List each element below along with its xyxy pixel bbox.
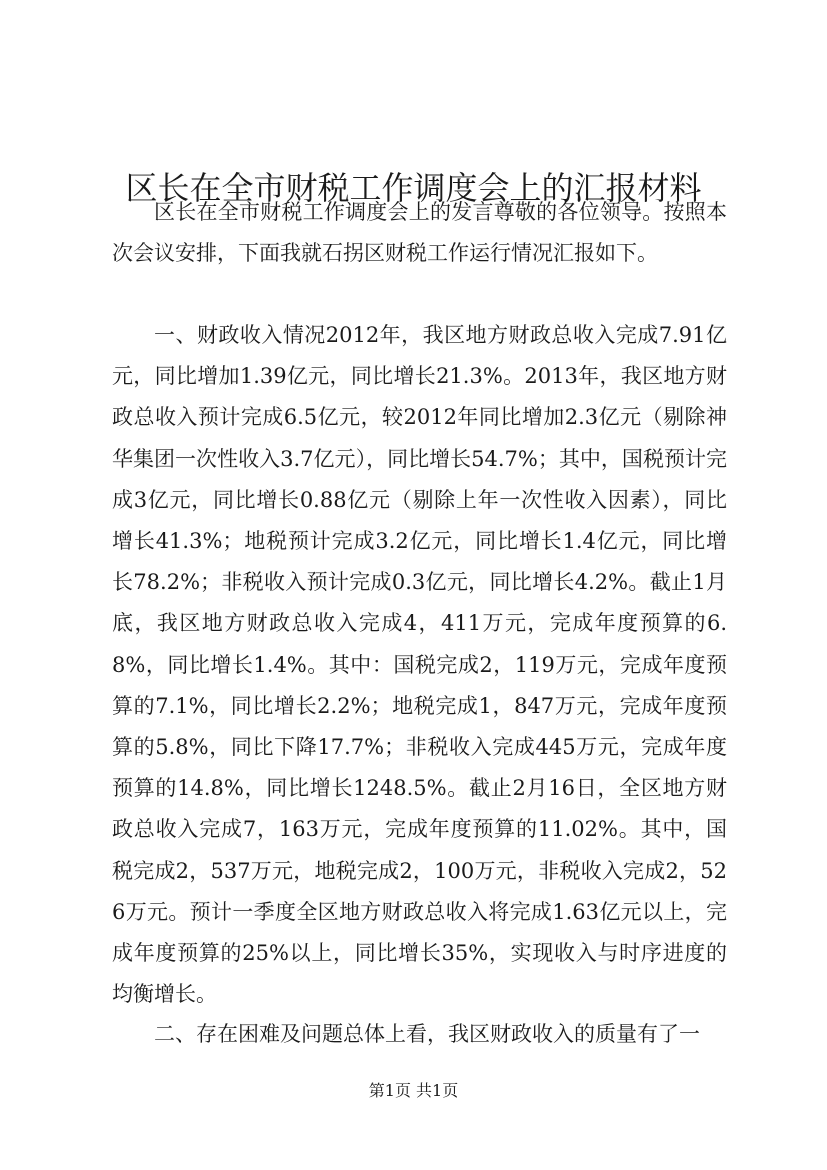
section-2-paragraph: 二、存在困难及问题总体上看，我区财政收入的质量有了一	[154, 1022, 700, 1046]
section-2-block	[112, 1014, 727, 1055]
section-1-block	[112, 315, 727, 1015]
intro-paragraph-block	[112, 192, 727, 274]
intro-paragraph: 区长在全市财税工作调度会上的发言尊敬的各位领导。按照本次会议安排，下面我就石拐区财税工作运行情况汇报如下。	[112, 200, 727, 266]
document-title: 区长在全市财税工作调度会上的汇报材料	[125, 169, 702, 208]
section-1-paragraph: 一、财政收入情况2012年，我区地方财政总收入完成7.91亿元，同比增加1.39亿元，同比增长21.3%。2013年，我区地方财政总收入预计完成6.5亿元，较2012年同比增加2.3亿元（剔除神华集团一次性收入3.7亿元），同比增长54.7%；其中，国税预计完成3亿元，同比增长0.88亿元（剔除上年一次性收入因素），同比增长41.3%；地税预计完成3.2亿元，同比增长1.4亿元，同比增长78.2%；非税收入预计完成0.3亿元，同比增长4.2%。截止1月底，我区地方财政总收入完成4，411万元，完成年度预算的6.8%，同比增长1.4%。其中：国税完成2，119万元，完成年度预算的7.1%，同比增长2.2%；地税完成1，847万元，完成年度预算的5.8%，同比下降17.7%；非税收入完成445万元，完成年度预算的14.8%，同比增长1248.5%。截止2月16日，全区地方财政总收入完成7，163万元，完成年度预算的11.02%。其中，国税完成2，537万元，地税完成2，100万元，非税收入完成2，526万元。预计一季度全区地方财政总收入将完成1.63亿元以上，完成年度预算的25%以上，同比增长35%，实现收入与时序进度的均衡增长。	[112, 323, 727, 1007]
page-footer: 第1页 共1页	[368, 1081, 459, 1100]
